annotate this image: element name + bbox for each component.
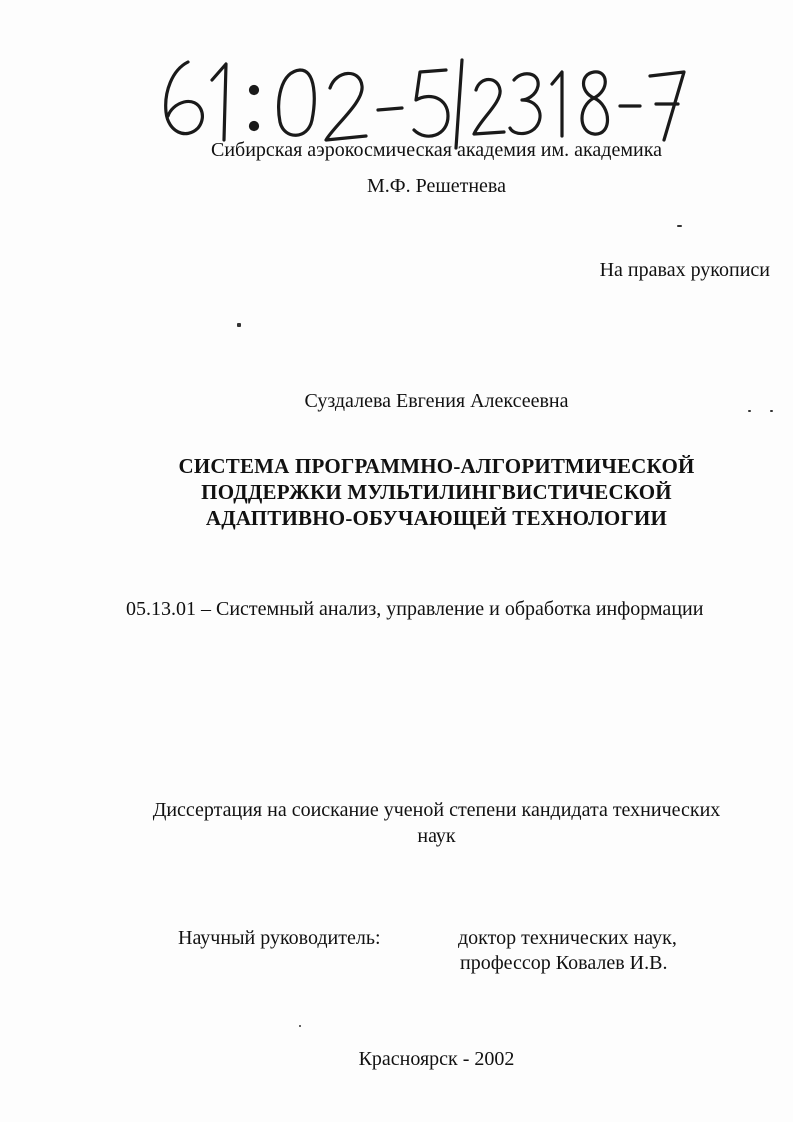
supervisor-label: Научный руководитель:: [178, 927, 381, 949]
scan-speck: [677, 225, 682, 227]
degree-line-1: Диссертация на соискание ученой степени кандидата технических: [152, 799, 721, 821]
scan-speck: [299, 1025, 301, 1027]
rights-notice: На правах рукописи: [599, 259, 770, 281]
degree-line-2: наук: [417, 825, 456, 847]
institution-line-2: М.Ф. Решетнева: [367, 175, 506, 197]
specialty-code: 05.13.01 – Системный анализ, управление и обработка информации: [126, 598, 704, 620]
scan-speck: [770, 410, 773, 412]
author-name: Суздалева Евгения Алексеевна: [304, 390, 569, 412]
institution-line-1: Сибирская аэрокосмическая академия им. академика: [211, 139, 662, 161]
supervisor-credentials-line-2: профессор Ковалев И.В.: [460, 952, 668, 974]
thesis-title-line-1: СИСТЕМА ПРОГРАММНО-АЛГОРИТМИЧЕСКОЙ: [178, 454, 695, 478]
thesis-title-line-3: АДАПТИВНО-ОБУЧАЮЩЕЙ ТЕХНОЛОГИИ: [205, 506, 668, 530]
scan-speck: [748, 410, 751, 412]
handwritten-archive-number: [150, 40, 690, 150]
scan-speck: [237, 323, 241, 327]
supervisor-credentials-line-1: доктор технических наук,: [458, 927, 677, 949]
city-year: Красноярск - 2002: [358, 1048, 515, 1070]
thesis-title-line-2: ПОДДЕРЖКИ МУЛЬТИЛИНГВИСТИЧЕСКОЙ: [201, 480, 672, 504]
